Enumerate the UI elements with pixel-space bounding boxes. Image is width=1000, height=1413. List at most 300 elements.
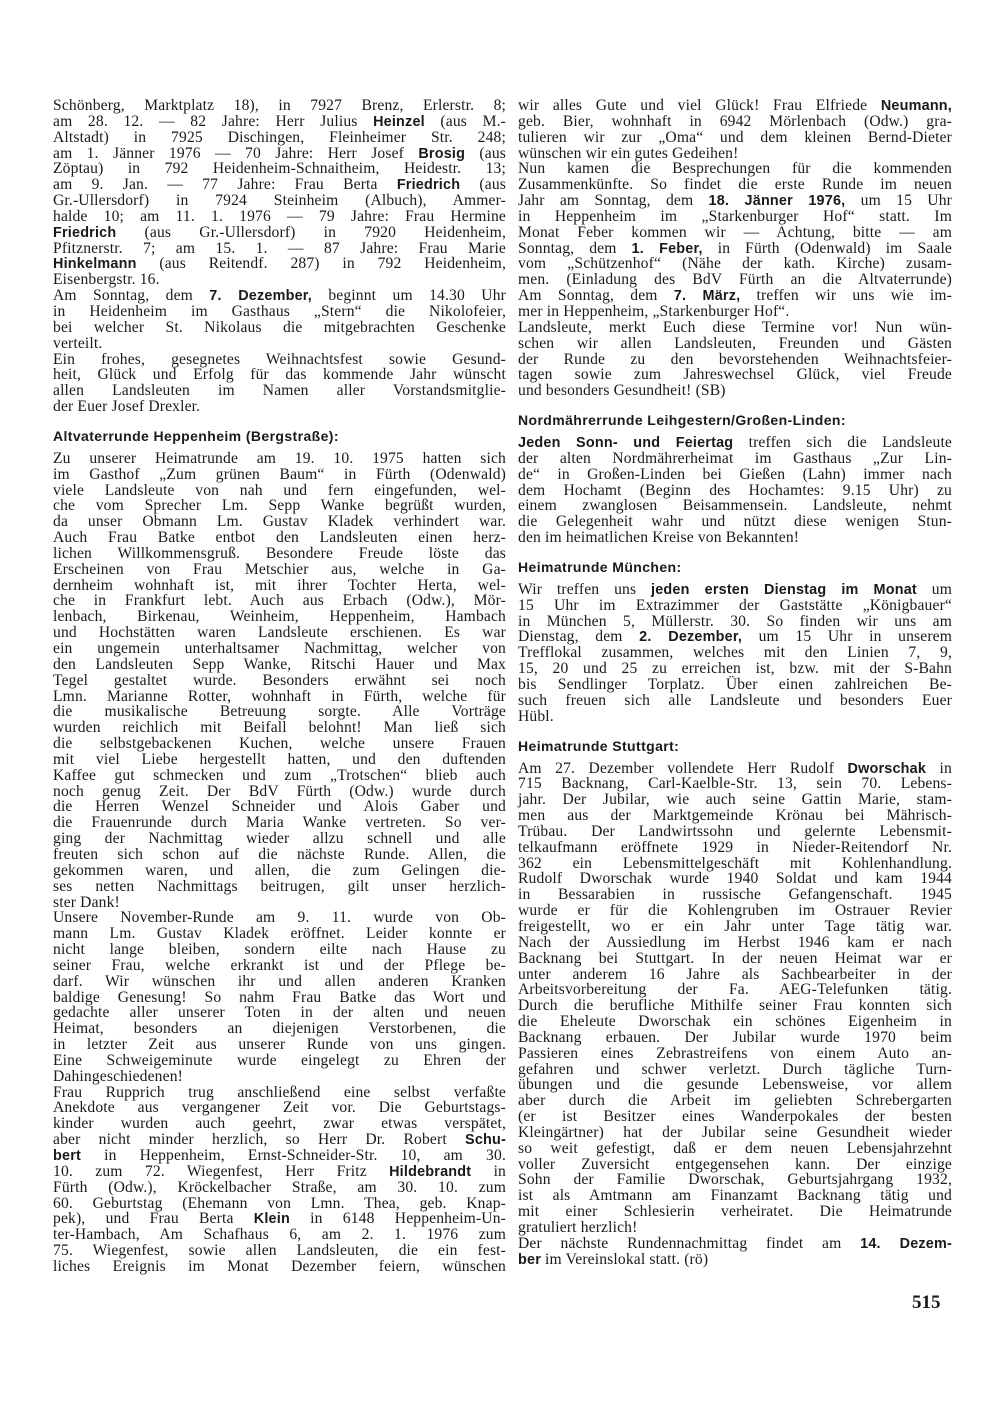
bold-text: Hildebrandt xyxy=(389,1163,472,1180)
text-line xyxy=(518,761,952,777)
text: Kaffee gut schmecken und zum „Trotschen“ blieb auch xyxy=(53,766,506,784)
text-line xyxy=(518,645,952,661)
text: in München 5, Müllerstr. 30. So finden wir uns am xyxy=(518,612,952,630)
text-line xyxy=(518,1172,952,1188)
text: Heimat, besonders an diejenigen Verstorbenen, die xyxy=(53,1020,506,1038)
paragraph xyxy=(518,161,952,319)
text-line xyxy=(518,1062,952,1078)
text-line xyxy=(53,1005,506,1021)
text-line xyxy=(518,1093,952,1109)
text-line xyxy=(518,1220,952,1236)
bold-text: 1. Feber, xyxy=(631,240,703,257)
text-line xyxy=(518,1014,952,1030)
text: Anekdote aus vergangener Zeit vor. Die Geburtstags- xyxy=(53,1099,506,1117)
text: Eine Schweigeminute wurde eingelegt zu Ehren der xyxy=(53,1051,506,1069)
text: mer in Heppenheim, „Starkenburger Hof“. xyxy=(518,302,790,320)
text: in xyxy=(926,759,952,777)
text-line xyxy=(53,514,506,530)
text-line xyxy=(53,926,506,942)
text: Eisenbergstr. 16. xyxy=(53,271,160,289)
text-line xyxy=(53,177,506,193)
text: aber durch die Arbeit im geliebten Schrebergarten xyxy=(518,1092,952,1110)
bold-text: Neumann, xyxy=(880,98,952,114)
bold-text: 7. Dezember, xyxy=(209,288,312,305)
text: bis Sendlinger Torplatz. Über einen zahlreichen Be- xyxy=(518,676,952,693)
text-line xyxy=(53,399,506,415)
text: Backnang bei Stuttgart. In der neuen Heimat war er xyxy=(518,949,952,967)
text-line xyxy=(518,1046,952,1062)
text: 715 Backnang, Carl-Kaelble-Str. 13, sein 70. Lebens- xyxy=(518,775,952,793)
text: gedachte aller unserer Toten in der alten und neuen xyxy=(53,1004,506,1022)
text: (er ist Besitzer eines Wanderpokales der besten xyxy=(518,1108,952,1126)
text-line xyxy=(53,498,506,514)
text: wünschen wir ein gutes Gedeihen! xyxy=(518,144,739,162)
text-line xyxy=(518,209,952,225)
text-line xyxy=(518,256,952,272)
text: Dienstag, dem xyxy=(518,628,640,646)
section-heading: Heimatrunde Stuttgart: xyxy=(518,737,680,754)
text: beginnt um 14.30 Uhr xyxy=(311,287,506,305)
text-line xyxy=(518,114,952,130)
text-line xyxy=(53,704,506,720)
text: Gr.-Ullersdorf) in 7924 Steinheim (Albuch), Ammer- xyxy=(53,192,506,210)
text-line xyxy=(518,808,952,824)
text: Sohn der Familie Dworschak, Geburtsjahrgang 1932, xyxy=(518,1171,952,1189)
text: im Gasthof „Zum grünen Baum“ in Fürth (Odenwald) xyxy=(53,465,506,483)
text: ist als Amtmann am Finanzamt Backnang tätig und xyxy=(518,1187,952,1205)
text-line xyxy=(518,935,952,951)
text: in 6148 Heppenheim-Un- xyxy=(289,1210,506,1228)
bold-text: Hinkelmann xyxy=(53,256,137,273)
text-line xyxy=(53,1069,506,1085)
text: Lmn. Marianne Rotter, wohnhaft in Fürth, welche für xyxy=(53,687,506,705)
text-line xyxy=(53,1037,506,1053)
text-line xyxy=(518,1030,952,1046)
text: halde 10; am 11. 1. 1976 — 79 Jahre: Frau Hermine xyxy=(53,207,506,225)
text: Jahr am Sonntag, dem xyxy=(518,192,709,210)
text: am 28. 12. — 82 Jahre: Herr Julius xyxy=(53,112,374,130)
text-line xyxy=(53,1227,506,1243)
text: baldige Genesung! So nahm Frau Batke das Wort und xyxy=(53,988,506,1006)
text: 60. Geburtstag (Ehemann von Lmn. Thea, geb. Knap- xyxy=(53,1194,506,1212)
text: den Landsleuten Sepp Wanke, Ritschi Hauer und Max xyxy=(53,655,506,673)
text-line xyxy=(53,942,506,958)
text: telkaufmann eröffnete 1929 in Nieder-Reitendorf Nr. xyxy=(518,838,952,856)
text-line xyxy=(53,1180,506,1196)
text-line xyxy=(53,114,506,130)
text-line xyxy=(53,1085,506,1101)
text: (aus Reitendf. 287) in 792 Heidenheim, xyxy=(136,255,506,273)
bold-text: ber xyxy=(518,1251,541,1268)
text-line xyxy=(53,847,506,863)
text-line xyxy=(518,693,952,709)
text: wurde er für die Kohlengruben im Ostrauer Revier xyxy=(518,902,952,920)
text: wir alles Gute und viel Glück! Frau Elfriede xyxy=(518,97,881,114)
text: mit einer Schlesierin verheiratet. Die Heimatrunde xyxy=(518,1203,952,1221)
bold-text: 2. Dezember, xyxy=(639,629,743,646)
text: die Herren Wenzel Schneider und Alois Gaber und xyxy=(53,798,506,816)
text-line xyxy=(53,304,506,320)
text-line xyxy=(53,895,506,911)
text-line xyxy=(518,98,952,114)
text-line xyxy=(53,958,506,974)
text-line xyxy=(518,824,952,840)
text-line xyxy=(518,598,952,614)
text: Zu unserer Heimatrunde am 19. 10. 1975 hatten sich xyxy=(53,449,506,467)
text-line xyxy=(53,320,506,336)
text-line xyxy=(518,177,952,193)
text-line xyxy=(518,146,952,162)
text-line xyxy=(518,1157,952,1173)
section-heading: Heimatrunde München: xyxy=(518,558,682,575)
right-column xyxy=(518,98,952,1268)
text-line xyxy=(518,776,952,792)
text-line xyxy=(518,1077,952,1093)
paragraph xyxy=(53,451,506,910)
text-line xyxy=(53,1243,506,1259)
text: verteilt. xyxy=(53,334,103,352)
text: noch genug Zeit. Der BdV Fürth (Odw.) wurde durch xyxy=(53,782,506,800)
text-line xyxy=(53,689,506,705)
text: Der nächste Rundennachmittag findet am xyxy=(518,1234,861,1252)
page-number: 515 xyxy=(912,1292,941,1313)
text: einem zwanglosen Beisammensein. Landsleute, nehmt xyxy=(518,497,952,515)
text: Ein frohes, gesegnetes Weihnachtsfest sowie Gesund- xyxy=(53,350,506,368)
text-line xyxy=(53,562,506,578)
text: nicht lange bleiben, sondern eilte nach Hause zu xyxy=(53,941,506,959)
text: dernheim wohnhaft ist, mit ihrer Tochter Herta, wel- xyxy=(53,576,506,594)
text: (aus Gr.-Ullersdorf) in 7920 Heidenheim, xyxy=(116,223,506,241)
text: Passieren eines Zebrastreifens von einem Auto an- xyxy=(518,1044,952,1062)
paragraph xyxy=(53,288,506,351)
bold-text: jeden ersten Dienstag im Monat xyxy=(651,581,917,598)
text: in Heppenheim, Ernst-Schneider-Str. 10, am 30. xyxy=(81,1147,506,1164)
text-line xyxy=(53,1053,506,1069)
text-line xyxy=(53,256,506,272)
text-line xyxy=(518,320,952,336)
text-line xyxy=(53,720,506,736)
text: voller Zuversicht entgegensehen kann. Der einzige xyxy=(518,1155,952,1173)
text: Monat Feber kommen wir — Achtung, bitte — am xyxy=(518,223,952,241)
text-line xyxy=(53,1196,506,1212)
text-line xyxy=(518,498,952,514)
text-line xyxy=(53,736,506,752)
bold-text: Heinzel xyxy=(373,113,425,130)
text-line xyxy=(53,146,506,162)
text: 362 ein Lebensmittelgeschäft mit Kohlenhandlung. xyxy=(518,854,952,872)
text-line xyxy=(53,193,506,209)
text-line xyxy=(518,483,952,499)
text: den im heimatlichen Kreise von Bekannten! xyxy=(518,529,800,547)
bold-text: Jeden Sonn- und Feiertag xyxy=(518,435,734,452)
text-line xyxy=(53,1259,506,1275)
text: die Eheleute Dworschak ein schönes Eigenheim in xyxy=(518,1013,952,1031)
text: 10. zum 72. Wiegenfest, Herr Fritz xyxy=(53,1162,390,1180)
text: um 15 Uhr xyxy=(845,192,953,210)
text: pek), und Frau Berta xyxy=(53,1210,254,1228)
text: schen wir allen Landsleuten, Freunden und Gästen xyxy=(518,334,952,352)
text-line xyxy=(518,582,952,598)
text: in xyxy=(471,1162,506,1180)
text-line xyxy=(53,1211,506,1227)
text: wurden reichlich mit Beifall belohnt! Man ließ sich xyxy=(53,719,506,737)
text-line xyxy=(53,546,506,562)
text: Trefflokal zusammen, welches mit den Linien 7, 9, xyxy=(518,644,952,662)
paragraph xyxy=(53,98,506,288)
bold-text: Brosig xyxy=(418,145,466,162)
text: lichen Willkommensgruß. Besondere Freude löste das xyxy=(53,544,506,562)
text-line xyxy=(518,435,952,451)
text: gefahren und schwer verletzt. Durch tägliche Turn- xyxy=(518,1060,952,1078)
text: mann Lm. Gustav Kladek eröffnet. Leider konnte er xyxy=(53,925,506,943)
text-line xyxy=(53,879,506,895)
text-line xyxy=(53,352,506,368)
bold-text: Dworschak xyxy=(847,760,927,777)
text-line xyxy=(53,1148,506,1164)
text: treffen wir uns wie im- xyxy=(740,287,952,305)
text: Schönberg, Marktplatz 18), in 7927 Brenz, Erlerstr. 8; xyxy=(53,97,506,114)
text: die selbstgebackenen Kuchen, welche unsere Frauen xyxy=(53,735,506,753)
text-line xyxy=(53,483,506,499)
text: Pfitznerstr. 7; am 15. 1. — 87 Jahre: Frau Marie xyxy=(53,239,506,257)
paragraph xyxy=(53,1085,506,1275)
text: 15 Uhr im Extrazimmer der Gaststätte „Königbauer“ xyxy=(518,596,952,614)
text: tulieren wir zur „Oma“ und dem kleinen Bernd-Dieter xyxy=(518,128,952,146)
text: lenbach, Birkenau, Weinheim, Heppenheim, Hambach xyxy=(53,608,506,626)
text: in Heidenheim im Gasthaus „Stern“ die Nikolofeier, xyxy=(53,302,506,320)
paragraph xyxy=(53,910,506,1084)
text-line xyxy=(518,614,952,630)
text: in Fürth (Odenwald) im Saale xyxy=(702,239,952,257)
text: bei welcher St. Nikolaus die mitgebrachten Geschenke xyxy=(53,318,506,336)
text: so weit gefestigt, daß er dem neuen Lebensjahrzehnt xyxy=(518,1139,952,1157)
text: in Heppenheim im „Starkenburger Hof“ statt. Im xyxy=(518,207,952,225)
text: che in Frankfurt lebt. Auch aus Erbach (Odw.), Mör- xyxy=(53,592,506,610)
text: Tegel gestaltet wurde. Besonders erwähnt sei noch xyxy=(53,671,506,689)
text-line xyxy=(518,225,952,241)
text: Trübau. Der Landwirtssohn und gelernte Lebensmit- xyxy=(518,822,952,840)
text-line xyxy=(53,98,506,114)
text: kinder wurden auch geehrt, zwar etwas verspätet, xyxy=(53,1115,506,1133)
text-line xyxy=(518,661,952,677)
text-line xyxy=(53,799,506,815)
text-line xyxy=(53,752,506,768)
text-line xyxy=(518,514,952,530)
text: und besonders Gesundheit! (SB) xyxy=(518,382,726,400)
text: seiner Frau, welche erkrankt ist und der Pflege be- xyxy=(53,956,506,974)
text: Dahingeschiedenen! xyxy=(53,1067,183,1085)
text: Am 27. Dezember vollendete Herr Rudolf xyxy=(518,759,848,777)
text: Backnang erbauen. Der Jubilar wurde 1970 beim xyxy=(518,1028,952,1046)
text-line xyxy=(53,530,506,546)
text: liches Ereignis im Monat Dezember feiern, wünschen xyxy=(53,1257,506,1275)
bold-text: Schu- xyxy=(465,1132,506,1149)
paragraph xyxy=(518,320,952,399)
text: Arbeitsvorbereitung der Fa. AEG-Telefunken tätig. xyxy=(518,981,952,999)
text-line xyxy=(53,1164,506,1180)
text-line xyxy=(53,831,506,847)
text-line xyxy=(53,161,506,177)
text: mit viel Liebe hergestellt hatten, und den duftenden xyxy=(53,750,506,768)
text-line xyxy=(518,951,952,967)
text-line xyxy=(53,1116,506,1132)
text: treffen sich die Landsleute xyxy=(733,434,952,452)
text: jahr. Der Jubilar, wie auch seine Gattin Marie, stam- xyxy=(518,791,952,809)
text-line xyxy=(53,1100,506,1116)
text: und Hochstätten waren Landsleute erschienen. Es war xyxy=(53,624,506,642)
text: geb. Bier, wohnhaft in 6942 Mörlenbach (Odw.) gra- xyxy=(518,112,952,130)
text-line xyxy=(53,815,506,831)
text: tagen sowie zum Jahreswechsel Glück, viel Freude xyxy=(518,366,952,384)
text: Am Sonntag, dem xyxy=(518,287,674,305)
text: (aus xyxy=(460,176,506,194)
text: Nach der Aussiedlung im Herbst 1946 kam er nach xyxy=(518,933,952,951)
text-line xyxy=(518,304,952,320)
text-line xyxy=(518,982,952,998)
text: um xyxy=(916,580,952,598)
left-column xyxy=(53,98,506,1275)
text: allen Landsleuten im Namen aller Vorstandsmitglie- xyxy=(53,382,506,400)
text-line xyxy=(518,1109,952,1125)
text: men aus der Marktgemeinde Krönau bei Mährisch- xyxy=(518,807,952,825)
text-line xyxy=(518,887,952,903)
text-line xyxy=(53,336,506,352)
section-heading: Altvaterrunde Heppenheim (Bergstraße): xyxy=(53,427,339,444)
text: men. (Einladung des BdV Fürth an die Altvaterrunde) xyxy=(518,271,952,289)
text: Frau Rupprich trug anschließend eine selbst verfaßte xyxy=(53,1083,506,1101)
paragraph xyxy=(518,435,952,546)
paragraph xyxy=(518,761,952,1236)
text: Erscheinen von Frau Metschier aus, welche in Ga- xyxy=(53,560,506,578)
text: am 1. Jänner 1976 — 70 Jahre: Herr Josef xyxy=(53,144,419,162)
text: such freuen sich alle Landsleute und besonders Euer xyxy=(518,691,952,709)
bold-text: 7. März, xyxy=(673,288,741,305)
text-line xyxy=(518,336,952,352)
text: Zusammenkünfte. So findet die erste Runde im neuen xyxy=(518,176,952,194)
text: Zöptau) in 792 Heidenheim-Schnaitheim, Heidestr. 13; xyxy=(53,160,506,178)
text: Landsleute, merkt Euch diese Termine vor! Nun wün- xyxy=(518,318,952,336)
text-line xyxy=(53,1021,506,1037)
text: Auch Frau Batke entbot den Landsleuten einen herz- xyxy=(53,529,506,547)
text: der Euer Josef Drexler. xyxy=(53,398,201,416)
text-line xyxy=(53,209,506,225)
text-line xyxy=(53,272,506,288)
text-line xyxy=(518,709,952,725)
text-line xyxy=(53,225,506,241)
text-line xyxy=(518,1204,952,1220)
text: übungen und die gesunde Lebensweise, vor allem xyxy=(518,1076,952,1094)
text-line xyxy=(518,792,952,808)
text-line xyxy=(53,657,506,673)
text: am 9. Jan. — 77 Jahre: Frau Berta xyxy=(53,176,397,194)
text: Unsere November-Runde am 9. 11. wurde von Ob- xyxy=(53,909,506,927)
text: freuten sich schon auf die nächste Runde. Allen, die xyxy=(53,845,506,863)
text-line xyxy=(53,578,506,594)
text-line xyxy=(53,241,506,257)
bold-text: 18. Jänner 1976, xyxy=(708,193,846,210)
text-line xyxy=(53,383,506,399)
text: ein ungemein unterhaltsamer Nachmittag, welcher von xyxy=(53,640,506,657)
text-line xyxy=(53,130,506,146)
text-line xyxy=(518,451,952,467)
text-line xyxy=(518,840,952,856)
text-line xyxy=(518,288,952,304)
text: Am Sonntag, dem xyxy=(53,287,210,305)
text-line xyxy=(53,974,506,990)
text-line xyxy=(518,383,952,399)
text: Rudolf Dworschak wurde 1940 Soldat und kam 1944 xyxy=(518,870,952,888)
text: 75. Wiegenfest, sowie allen Landsleuten, die ein fest- xyxy=(53,1242,506,1260)
text: der alten Nordmährerheimat im Gasthaus „Zur Lin- xyxy=(518,449,952,467)
text: Wir treffen uns xyxy=(518,580,652,598)
paragraph xyxy=(518,582,952,725)
bold-text: 14. Dezem- xyxy=(860,1235,952,1252)
text: gratuliert herzlich! xyxy=(518,1219,638,1236)
text-line xyxy=(518,1236,952,1252)
text-line xyxy=(53,910,506,926)
text: Sonntag, dem xyxy=(518,239,632,257)
text: der Runde zu den bevorstehenden Weihnachtsfeier- xyxy=(518,350,952,368)
text: freigestellt, wo er ein Jahr unter Tage tätig war. xyxy=(518,917,952,935)
text-line xyxy=(518,677,952,693)
text: ster Dank! xyxy=(53,893,120,911)
text-line xyxy=(518,1125,952,1141)
text: Altstadt) in 7925 Dischingen, Fleinheimer Str. 248; xyxy=(53,128,506,146)
text-line xyxy=(518,272,952,288)
text: da unser Obmann Lm. Gustav Kladek verhindert war. xyxy=(53,513,506,531)
text: heit, Glück und Erfolg für das kommende Jahr wünscht xyxy=(53,366,506,384)
text-line xyxy=(518,903,952,919)
text: ses netten Nachmittags beitrugen, gilt unser herzlich- xyxy=(53,877,506,895)
text: Hübl. xyxy=(518,707,554,725)
text: die Frauenrunde durch Maria Wanke vertreten. So ver- xyxy=(53,814,506,832)
text-line xyxy=(53,451,506,467)
text-line xyxy=(518,161,952,177)
text: aber nicht minder herzlich, so Herr Dr. Robert xyxy=(53,1131,466,1149)
text-line xyxy=(518,967,952,983)
bold-text: Klein xyxy=(253,1211,290,1228)
text: che vom Sprecher Lm. Sepp Wanke begrüßt wurden, xyxy=(53,497,506,515)
text: in Bessarabien in russische Gefangenschaft. 1945 xyxy=(518,886,952,904)
text: in letzter Zeit aus unserer Runde von uns gingen. xyxy=(53,1036,506,1054)
text: vom „Schützenhof“ (Nähe der kath. Kirche) zusam- xyxy=(518,255,952,273)
text: ter-Hambach, Am Schafhaus 6, am 2. 1. 1976 zum xyxy=(53,1226,506,1244)
text-line xyxy=(518,1252,952,1268)
text-line xyxy=(518,241,952,257)
text-line xyxy=(518,530,952,546)
text-line xyxy=(53,609,506,625)
text: Fürth (Odw.), Kröckelbacher Straße, am 30. 10. zum xyxy=(53,1178,506,1196)
text: (aus xyxy=(465,144,506,162)
text: (aus M.- xyxy=(424,112,506,130)
text-line xyxy=(518,1141,952,1157)
text: viele Landsleute von nah und fern eingefunden, wel- xyxy=(53,481,506,499)
text-line xyxy=(53,593,506,609)
text: um 15 Uhr in unserem xyxy=(742,628,953,646)
text: de“ in Großen-Linden bei Gießen (Lahn) immer nach xyxy=(518,465,952,483)
text-line xyxy=(53,1132,506,1148)
text-line xyxy=(53,641,506,657)
text-line xyxy=(53,467,506,483)
paragraph xyxy=(518,98,952,161)
text-line xyxy=(53,768,506,784)
text: Durch die berufliche Mithilfe seiner Frau konnten sich xyxy=(518,997,952,1015)
text-line xyxy=(518,193,952,209)
text-line xyxy=(518,367,952,383)
text: dem Hochamt (Beginn des Hochamtes: 9.15 Uhr) zu xyxy=(518,481,952,499)
text-line xyxy=(518,998,952,1014)
text-line xyxy=(518,352,952,368)
